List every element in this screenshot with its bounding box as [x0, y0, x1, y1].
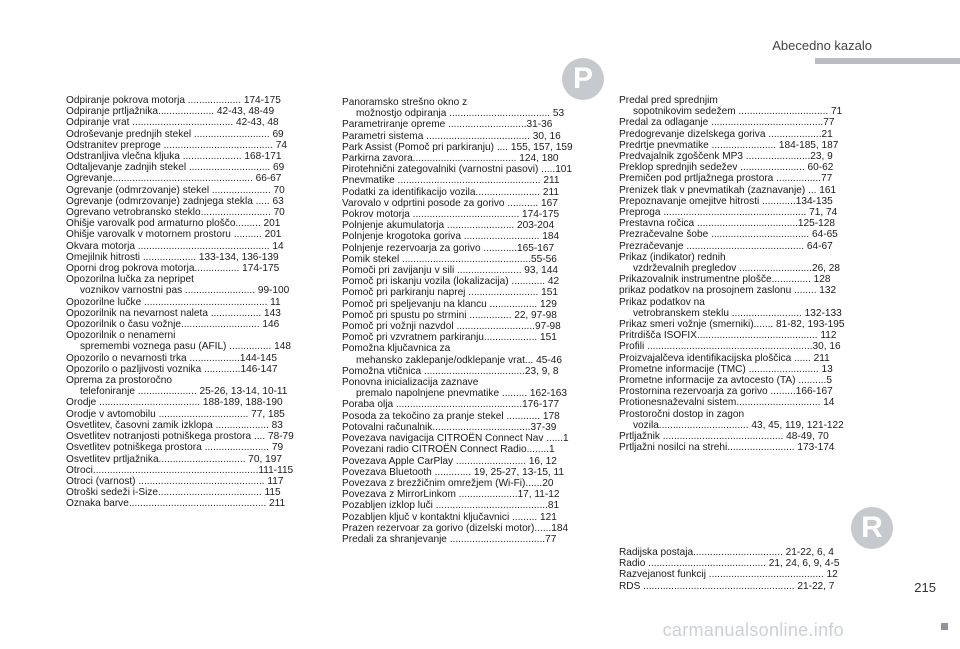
index-entry: Odtaljevanje zadnjih stekel ............................. 69: [66, 162, 285, 174]
index-entry: Odroševanje prednjih stekel ........................... 69: [66, 128, 284, 140]
index-column-2: [342, 97, 599, 545]
index-entry: vzdrževalnih pregledov ..........................26, 28: [633, 263, 841, 275]
index-entry: telefoniranje ..................... 25-26, 13-14, 10-11: [80, 386, 288, 398]
index-entry: Parkirna zavora..................................... 124, 180: [342, 153, 559, 165]
index-entry: Oznaka barve................................................. 211: [66, 498, 286, 510]
index-entry: Pomoč pri spustu po strmini ............... 22, 97-98: [342, 309, 557, 321]
letter-r: R: [861, 511, 883, 544]
index-entry: Panoramsko strešno okno z: [342, 97, 468, 108]
index-entry: Prestavna ročica ....................................125-128: [619, 218, 835, 230]
index-entry: Predal pred sprednjim: [619, 95, 718, 106]
index-entry: Park Assist (Pomoč pri parkiranju) .... 155, 157, 159: [342, 141, 573, 153]
index-entry: Prikaz smeri vožnje (smerniki)....... 81-82, 193-195: [619, 319, 845, 331]
index-entry: Povezava Apple CarPlay ......................... 16, 12: [342, 455, 557, 467]
letter-p: P: [572, 62, 593, 95]
index-entry: voznikov varnostni pas ......................... 99-100: [80, 285, 290, 297]
index-entry: Radijska postaja................................ 21-22, 6, 4: [619, 547, 834, 558]
index-entry: Povezava z brezžičnim omrežjem (Wi-Fi)......20: [342, 477, 554, 489]
index-entry: Osvetlitev prtljažnika............................... 70, 197: [66, 453, 282, 465]
index-entry: Odstranljiva vlečna kljuka ..................... 168-171: [66, 151, 282, 163]
index-entry: Omejilnik hitrosti ................... 133-134, 136-139: [66, 251, 279, 263]
index-entry: Opozorilnik na nevarnost naleta .................. 143: [66, 307, 281, 319]
index-entry: Podatki za identifikacijo vozila....................... 211: [342, 186, 559, 198]
index-entry: Razvejanost funkcij ......................................... 12: [619, 569, 838, 581]
index-entry: Ohišje varovalk v motornem prostoru .......... 201: [66, 229, 282, 241]
index-entry: Odstranitev preproge ....................................... 74: [66, 139, 288, 151]
index-entry: Oporni drog pokrova motorja................ 174-175: [66, 263, 280, 275]
index-entry: Prazen rezervoar za gorivo (dizelski motor)......184: [342, 522, 569, 534]
index-entry: Polnjenje rezervoarja za gorivo ............165-167: [342, 242, 555, 254]
index-entry: Preproga ................................................... 71, 74: [619, 207, 838, 219]
index-entry: Otroci (varnost) ............................................. 117: [66, 475, 284, 487]
index-entry: Prometne informacije (TMC) ......................... 13: [619, 363, 833, 375]
index-entry: Predal za odlaganje ........................................77: [619, 117, 835, 129]
index-entry: Pokrov motorja ...................................... 174-175: [342, 209, 560, 221]
index-entry: mehansko zaklepanje/odklepanje vrat... 45-46: [356, 354, 562, 366]
index-entry: Opozorilnik o nenamerni: [66, 330, 176, 342]
index-entry: Protionesnaževalni sistem.............................. 14: [619, 397, 835, 409]
index-entry: Preklop sprednjih sedežev ....................... 60-62: [619, 162, 834, 174]
index-entry: Ogrevano vetrobransko steklo......................... 70: [66, 207, 285, 219]
section-title: Abecedno kazalo: [772, 38, 872, 53]
index-entry: Opozorilna lučka za nepripet: [66, 274, 194, 286]
index-entry: Proizvajalčeva identifikacijska ploščica ...... 211: [619, 352, 830, 364]
index-entry: Pomožna ključavnica za: [342, 343, 451, 355]
index-entry: prikaz podatkov na prosojnem zaslonu ........ 132: [619, 285, 837, 297]
index-entry: Prezračevanje .......................................... 64-67: [619, 240, 833, 252]
index-entry: Poraba olja .............................................176-177: [342, 399, 560, 411]
index-entry: Prenizek tlak v pnevmatikah (zaznavanje) ... 161: [619, 184, 837, 196]
index-entry: Ogrevanje.................................................. 66-67: [66, 173, 282, 185]
index-column-3: [619, 95, 876, 454]
index-entry: Predvajalnik zgoščenk MP3 .......................23, 9: [619, 151, 833, 163]
index-entry: Predrtje pnevmatike ....................... 184-185, 187: [619, 139, 839, 151]
index-entry: Prezračevalne šobe ................................... 64-65: [619, 229, 838, 241]
index-entry: Prtljažnik ........................................... 48-49, 70: [619, 431, 829, 443]
index-entry: spremembi voznega pasu (AFIL) ............... 148: [80, 341, 291, 353]
index-entry: Radio .......................................... 21, 24, 6, 9, 4-5: [619, 558, 840, 570]
index-entry: Osvetlitev, časovni zamik izklopa ................... 83: [66, 419, 283, 431]
index-entry: Prostoročni dostop in zagon: [619, 408, 745, 420]
index-entry: Ogrevanje (odmrzovanje) zadnjega stekla ..... 63: [66, 195, 284, 207]
index-column-3-r: [619, 547, 876, 592]
index-entry: Profili ...........................................................30, 16: [619, 341, 841, 353]
letter-badge-p: [562, 58, 604, 100]
index-entry: Pomoč pri iskanju vozila (lokalizacija) ............ 42: [342, 276, 560, 288]
index-entry: Prostornina rezervoarja za gorivo .........166-167: [619, 386, 833, 398]
index-entry: Polnjenje akumulatorja ........................ 203-204: [342, 220, 555, 232]
index-entry: Povezava z MirrorLinkom .....................17, 11-12: [342, 489, 560, 501]
index-entry: Potovalni računalnik...................................37-39: [342, 421, 557, 433]
index-entry: možnostjo odpiranja .................................... 53: [356, 108, 565, 120]
index-entry: Predali za shranjevanje ..................................77: [342, 533, 557, 545]
index-entry: Ponovna inicializacija zaznave: [342, 377, 479, 389]
index-column-1: [66, 95, 323, 510]
index-entry: Varovalo v odprtini posode za gorivo ........... 167: [342, 197, 558, 209]
index-entry: Opozorilne lučke ............................................ 11: [66, 296, 281, 308]
index-entry: Prtljažni nosilci na strehi........................ 173-174: [619, 442, 835, 454]
index-entry: Povezava Bluetooth ............. 19, 25-27, 13-15, 11: [342, 466, 565, 478]
index-entry: Odpiranje pokrova motorja ................... 174-175: [66, 95, 281, 106]
index-entry: Ohišje varovalk pod armaturno ploščo......... 201: [66, 218, 281, 230]
index-entry: Pirotehnični zategovalniki (varnostni pasovi) .....101: [342, 164, 573, 176]
watermark: carmanualsonline.info: [662, 620, 844, 640]
index-entry: premalo napolnjene pnevmatike ......... 162-163: [356, 388, 567, 400]
index-entry: vetrobranskem steklu ......................... 132-133: [633, 307, 842, 319]
index-entry: Prikaz (indikator) rednih: [619, 251, 726, 263]
index-entry: Orodje v avtomobilu ................................ 77, 185: [66, 408, 285, 420]
index-entry: Pnevmatike ................................................... 211: [342, 175, 560, 187]
index-entry: Povezava navigacija CITROËN Connect Nav ......1: [342, 433, 569, 445]
index-entry: sopotnikovim sedežem ................................ 71: [633, 106, 843, 118]
index-entry: Premičen pod prtljažnega prostora ................77: [619, 173, 833, 185]
index-entry: Opozorilnik o času vožnje............................ 146: [66, 319, 280, 331]
index-entry: Pomoč pri speljevanju na klancu ................. 129: [342, 298, 557, 310]
index-entry: Prometne informacije za avtocesto (TA) ..........5: [619, 375, 832, 387]
index-entry: Ogrevanje (odmrzovanje) stekel ..................... 70: [66, 184, 285, 196]
letter-badge-r: [851, 507, 893, 549]
index-entry: RDS ...................................................... 21-22, 7: [619, 580, 835, 592]
index-entry: Pomoč pri vzvratnem parkiranju................... 151: [342, 332, 557, 344]
index-entry: Predogrevanje dizelskega goriva ...................21: [619, 128, 833, 140]
index-entry: Orodje .................................... 188-189, 188-190: [66, 397, 283, 409]
index-entry: Odpiranje vrat .................................... 42-43, 48: [66, 117, 279, 129]
index-entry: Okvara motorja ............................................... 14: [66, 240, 284, 252]
index-entry: vozila................................ 43, 45, 119, 121-122: [633, 419, 844, 431]
index-entry: Povezani radio CITROËN Connect Radio........1: [342, 444, 555, 456]
index-entry: Otroci...........................................................111-115: [66, 464, 294, 476]
edge-marker: [941, 623, 948, 630]
index-entry: Polnjenje krogotoka goriva ........................... 184: [342, 231, 560, 243]
index-entry: Oprema za prostoročno: [66, 375, 173, 387]
index-entry: Opozorilo o nevarnosti trka ..................144-145: [66, 352, 277, 364]
index-entry: Pomožna vtičnica ....................................23, 9, 8: [342, 365, 559, 377]
page-number: 215: [914, 580, 936, 595]
index-entry: Pomoč pri vožnji nazvdol ............................97-98: [342, 321, 561, 333]
index-entry: Pritrdišča ISOFIX........................................... 112: [619, 330, 837, 342]
index-entry: Opozorilo o pazljivosti voznika .............146-147: [66, 363, 278, 375]
index-entry: Otroški sedeži i-Size..................................... 115: [66, 487, 281, 499]
index-entry: Parametriranje opreme ............................31-36: [342, 119, 553, 131]
header-rule: [815, 58, 960, 64]
index-entry: Pozabljen izklop luči ........................................81: [342, 500, 560, 512]
index-entry: Posoda za tekočino za pranje stekel ............ 178: [342, 410, 560, 422]
index-entry: Pomoči pri zavijanju v sili ....................... 93, 144: [342, 265, 558, 277]
index-entry: Osvetlitev potniškega prostora ....................... 79: [66, 442, 284, 454]
index-entry: Prikazovalnik instrumentne plošče.............. 128: [619, 274, 831, 286]
index-entry: Pozabljen ključ v kontaktni ključavnici ......... 121: [342, 511, 557, 523]
index-entry: Pomoč pri parkiranju naprej ......................... 151: [342, 287, 558, 299]
index-entry: Prepoznavanje omejitve hitrosti ............134-135: [619, 195, 833, 207]
index-entry: Parametri sistema ..................................... 30, 16: [342, 130, 561, 142]
index-entry: Osvetlitev notranjosti potniškega prostora .... 78-79: [66, 431, 294, 443]
index-entry: Pomik stekel ..............................................55-56: [342, 253, 557, 265]
index-entry: Odpiranje prtljažnika.................... 42-43, 48-49: [66, 106, 275, 118]
index-entry: Prikaz podatkov na: [619, 296, 705, 308]
